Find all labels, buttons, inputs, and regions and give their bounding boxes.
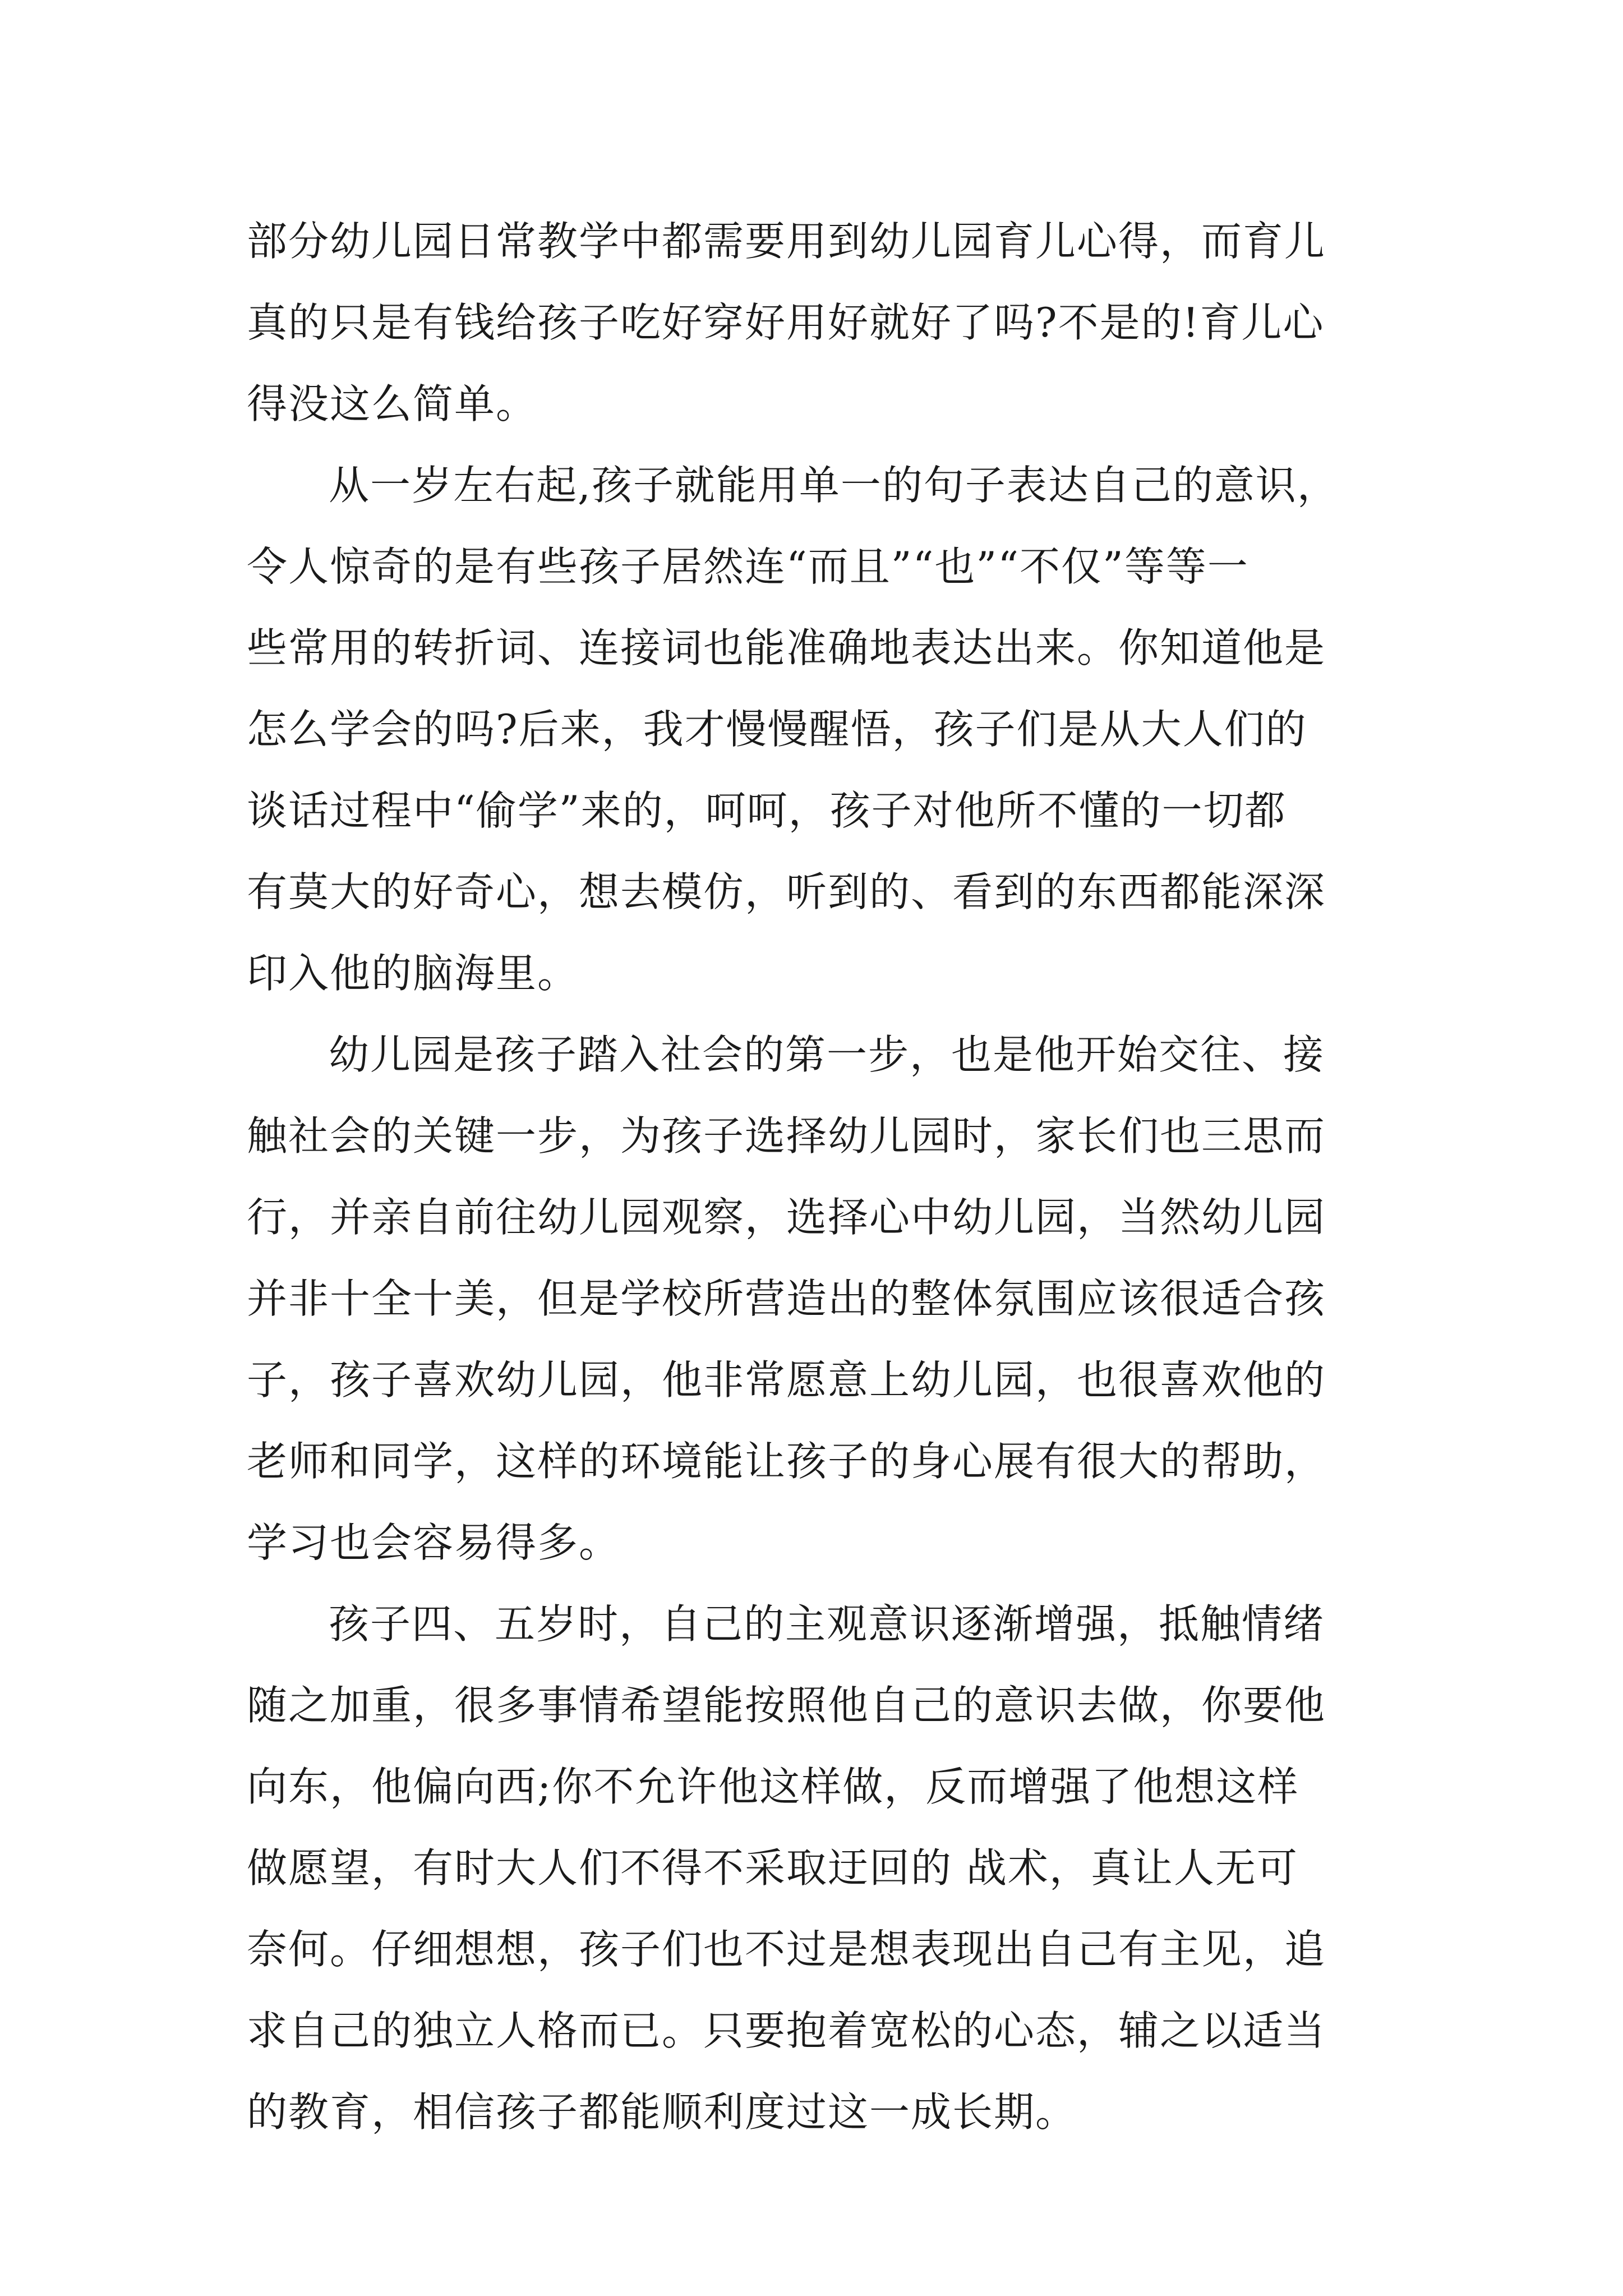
text-line: 真的只是有钱给孩子吃好穿好用好就好了吗?不是的!育儿心 bbox=[247, 299, 1325, 346]
text-line: 奈何。仔细想想，孩子们也不过是想表现出自己有主见，追 bbox=[247, 1926, 1326, 1973]
text-line: 行，并亲自前往幼儿园观察，选择心中幼儿园，当然幼儿园 bbox=[247, 1194, 1326, 1241]
text-line: 向东，他偏向西;你不允许他这样做，反而增强了他想这样 bbox=[247, 1763, 1299, 1810]
text-line: 印入他的脑海里。 bbox=[247, 950, 579, 997]
paragraph-1 bbox=[247, 201, 1391, 445]
text-line: 的教育，相信孩子都能顺利度过这一成长期。 bbox=[247, 2088, 1077, 2136]
text-line: 子，孩子喜欢幼儿园，他非常愿意上幼儿园，也很喜欢他的 bbox=[247, 1356, 1326, 1404]
text-line: 孩子四、五岁时，自己的主观意识逐渐增强，抵触情绪 bbox=[329, 1600, 1325, 1648]
text-line: 随之加重，很多事情希望能按照他自己的意识去做，你要他 bbox=[247, 1682, 1326, 1729]
text-line: 部分幼儿园日常教学中都需要用到幼儿园育儿心得，而育儿 bbox=[247, 218, 1326, 265]
text-line: 并非十全十美，但是学校所营造出的整体氛围应该很适合孩 bbox=[247, 1275, 1326, 1322]
text-line: 得没这么简单。 bbox=[247, 380, 538, 427]
text-line: 做愿望，有时大人们不得不采取迂回的 战术，真让人无可 bbox=[247, 1844, 1298, 1892]
text-line: 谈话过程中“偷学”来的，呵呵，孩子对他所不懂的一切都 bbox=[247, 787, 1287, 834]
text-line: 些常用的转折词、连接词也能准确地表达出来。你知道他是 bbox=[247, 624, 1326, 671]
text-line: 有莫大的好奇心，想去模仿，听到的、看到的东西都能深深 bbox=[247, 868, 1326, 915]
text-line: 令人惊奇的是有些孩子居然连“而且”“也”“不仅”等等一 bbox=[247, 543, 1249, 590]
document-body bbox=[247, 201, 1391, 2153]
text-line: 怎么学会的吗?后来，我才慢慢醒悟，孩子们是从大人们的 bbox=[247, 706, 1307, 753]
paragraph-4 bbox=[247, 1584, 1391, 2153]
paragraph-3 bbox=[247, 1014, 1391, 1584]
text-line: 幼儿园是孩子踏入社会的第一步，也是他开始交往、接 bbox=[329, 1031, 1325, 1078]
text-line: 触社会的关键一步，为孩子选择幼儿园时，家长们也三思而 bbox=[247, 1112, 1326, 1159]
paragraph-2 bbox=[247, 445, 1391, 1014]
text-line: 老师和同学，这样的环境能让孩子的身心展有很大的帮助， bbox=[247, 1438, 1326, 1485]
text-line: 求自己的独立人格而已。只要抱着宽松的心态，辅之以适当 bbox=[247, 2007, 1326, 2054]
text-line: 从一岁左右起,孩子就能用单一的句子表达自己的意识， bbox=[329, 462, 1339, 509]
text-line: 学习也会容易得多。 bbox=[247, 1519, 621, 1566]
